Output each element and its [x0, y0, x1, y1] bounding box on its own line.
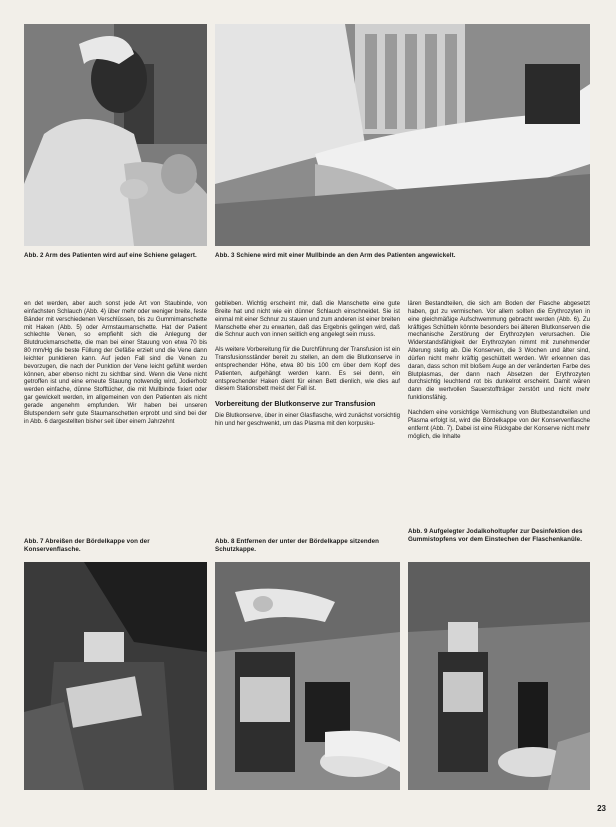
text-column-1: [24, 300, 207, 500]
text-column-3: [408, 300, 590, 500]
paragraph: Die Blutkonserve, über in einer Glasflasche, wird zunächst vorsichtig hin und her geschwenkt, um das Plasma mit den korpusku-: [215, 411, 400, 427]
caption-abb8: Abb. 8 Entfernen der unter der Bördelkappe sitzenden Schutzkappe.: [215, 538, 380, 553]
caption-abb3: Abb. 3 Schiene wird mit einer Mullbinde an den Arm des Patienten angewickelt.: [215, 252, 456, 259]
text-column-2: [215, 300, 400, 500]
paragraph: lären Bestandteilen, die sich am Boden der Flasche abgesetzt haben, gut zu vermischen. Vor allem sollten die Erythrozyten in eine gleichmäßige Aufschwemmung gebracht werden (Abb. 6). Zu kräftiges Schütteln könnte besonders bei älteren Blutkonserven die mechanische Zerstörung der Erythrozyten verursachen. Die Widerstandsfähigkeit der Erythrozyten nimmt mit zunehmender Alterung stetig ab. Die Konserven, die 3 Wochen und älter sind, dürfen nicht mehr kräftig geschüttelt werden. Wir erkennen das daran, dass schon mit bloßem Auge an der veränderten Farbe des Blutplasmas, der dann nach Absetzen der Erythrozyten durchsichtig leuchtend rot bis dunkelrot erscheint. Damit wären dann die wertvollen Sauerstoffträger zerstört und nicht mehr funktionsfähig.: [408, 300, 590, 402]
photo-abb2: [24, 24, 207, 246]
caption-abb9: Abb. 9 Aufgelegter Jodalkoholtupfer zur Desinfektion des Gummistopfens vor dem Einstechen der Flaschenkanüle.: [408, 528, 583, 543]
paragraph: en det werden, aber auch sonst jede Art von Staubinde, von einfachsten Schlauch (Abb. 4) über mehr oder weniger breite, feste Bänder mit verschiedenen Verschlüssen, bis zu Gummimanschette mit Haken (Abb. 5) oder Armstaumanschette. Hat der Patient schlechte Venen, so empfiehlt sich die Anlegung der Blutdruckmanschette, die man bei einer Stauung von etwa 70 bis 80 mm/Hg die beste Füllung der Gefäße erzielt und die Vene dann leichter punktieren kann. Auf jeden Fall sind die Venen zu bevorzugen, die nach der Punktion der Vene leicht gefühlt werden können, aber ebenso nicht zu sichtbar sind. Wenn die Vene nicht getroffen ist und eine erneute Stauung notwendig wird, Jodierholz werden einfache, dünne Stofftücher, die mit Mullbinde fixiert oder gar gewickelt werden, im allgemeinen von den Patienten als nicht gerade angenehm empfunden. Wir haben bei unseren Blutspendern sehr gute Staumanschetten erprobt und sind bei der in Abb. 6 dargestellten bisher seit über einem Jahrzehnt: [24, 300, 207, 425]
paragraph: Nachdem eine vorsichtige Vermischung von Blutbestandteilen und Plasma erfolgt ist, wird die Bördelkappe von der Konservenflasche entfernt (Abb. 7). Dabei ist eine Rückgabe der Konserve nicht mehr möglich, die Inhalte: [408, 408, 590, 440]
photo-abb8: [215, 562, 400, 790]
photo-abb9: [408, 562, 590, 790]
caption-abb7: Abb. 7 Abreißen der Bördelkappe von der Konservenflasche.: [24, 538, 150, 553]
section-heading: Vorbereitung der Blutkonserve zur Transfusion: [215, 399, 376, 409]
photo-abb7: [24, 562, 207, 790]
paragraph: geblieben. Wichtig erscheint mir, daß die Manschette eine gute Breite hat und nicht wie ein dünner Schlauch einschneidet. Sie ist einmal mit einer Schnur zu stauen und zum anderen ist einer breiten Manschette eher zu erwarten, daß das Ergebnis gelingen wird, daß die Schnur auch von innen seitlich eng angelegt sein muss.: [215, 300, 400, 339]
paragraph: Als weitere Vorbereitung für die Durchführung der Transfusion ist ein Transfusionsständer bereit zu stellen, an dem die Blutkonserve in entsprechender Höhe, etwa 80 bis 100 cm über dem Kopf des Patienten, aufgehängt werden kann. Es sei denn, ein entsprechender Haken dient für einen Bett dienlich, wie dies auf diesem Stationsbett meist der Fall ist.: [215, 346, 400, 393]
caption-abb2: Abb. 2 Arm des Patienten wird auf eine Schiene gelagert.: [24, 252, 197, 259]
photo-abb3: [215, 24, 590, 246]
page-number: 23: [597, 804, 606, 813]
